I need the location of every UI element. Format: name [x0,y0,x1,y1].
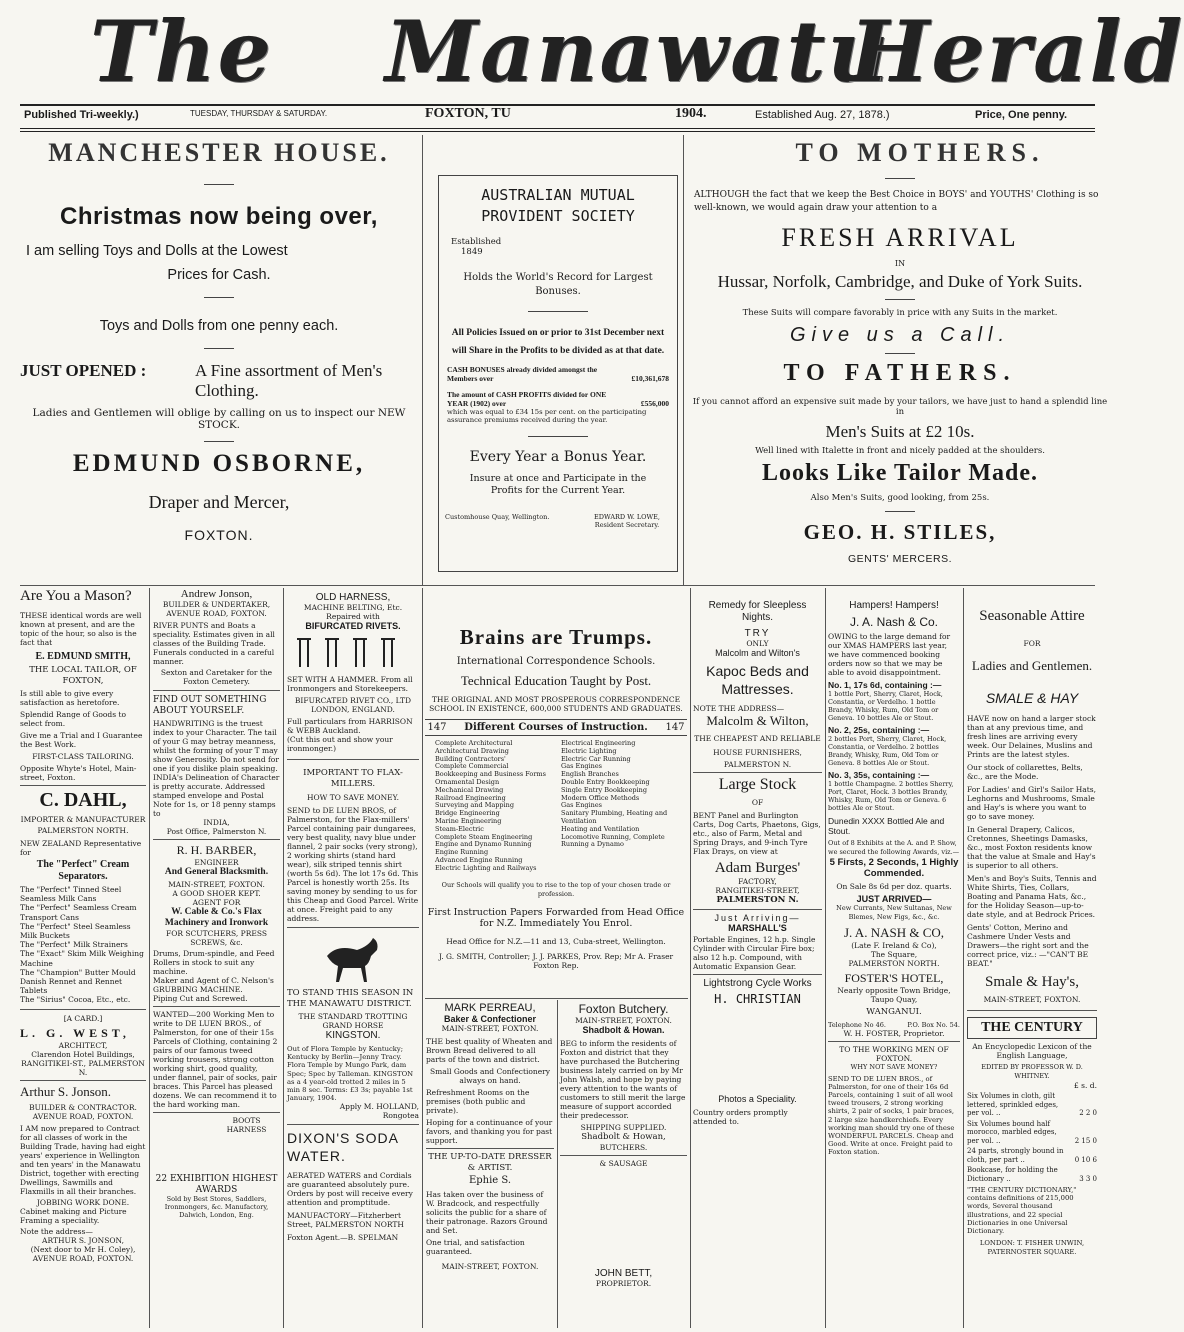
christmas-headline: Christmas now being over, [60,203,378,230]
course-item: Bridge Engineering [435,809,500,818]
bett-name: JOHN BETT, [594,1267,653,1279]
andrew-body: RIVER PUNTS and Boats a speciality. Estimates given in all classes of the Building Trade. Funerals conducted in a careful manner. [153,621,275,666]
barber-drums: Drums, Drum-spindle, and Feed Rollers in stock to suit any machine. [153,949,275,976]
kingston-apply: Apply M. HOLLAND, [339,1102,419,1112]
hamper-no1-items: 1 bottle Port, Sherry, Claret, Hock, Constantia, or Verdelho. 1 bottle Brandy, Whisky, Rum, Old Tom or Geneva. 10 bottles Ale or Stout. [828,690,943,722]
century-london: LONDON: T. FISHER UNWIN, PATERNOSTER SQUARE. [979,1239,1085,1257]
assortment-line: A Fine assortment of Men's Clothing. [195,361,383,400]
amp-cash1-value: £10,361,678 [631,373,669,383]
perreau-body: THE best quality of Wheaten and Brown Bread delivered to all parts of the town and district. [426,1037,553,1064]
amp-cash2-note: which was equal to £34 15s per cent. on the participating assurance premiums received during the year. [447,408,647,424]
sleepless-only: ONLY [746,639,769,648]
new-fruit: New Currants, New Sultanas, New Blemes, New Figs, &c., &c. [836,904,952,921]
dahl-item: The "Perfect" Milk Strainers [20,940,128,950]
lined-line: Well lined with Italette in front and nicely padded at the shoulders. [755,446,1045,456]
jonson-note: Note the address— [20,1226,93,1236]
perreau-trade: Baker & Confectioner [443,1014,537,1024]
barber-piping: Piping Cut and Screwed. [153,994,248,1003]
burgess-of: OF [751,798,764,807]
smale-mens: Men's and Boy's Suits, Tennis and White Shirts, Ties, Collars, Boating and Panama Hats, &c., for the Holiday Season—up-to-date style, and at Bedrock Prices. [967,874,1097,919]
manchester-line1: I am selling Toys and Dolls at the Lowest [26,243,288,259]
butchery-owners2: Shadbolt & Howan, [581,1132,666,1142]
perreau-name: MARK PERREAU, [444,1002,536,1014]
barber-st: MAIN-STREET, FOXTON. [168,880,265,889]
mason-opposite: Opposite Whyte's Hotel, Main-street, Foxton. [20,764,137,782]
perreau-ad [426,1002,554,1328]
andrew-sexton: Sexton and Caretaker for the Foxton Cemetery. [160,668,273,686]
masthead [0,0,1184,105]
dunedin-ale: Dunedin XXXX Bottled Ale and Stout. [828,816,945,836]
hamper-no2: No. 2, 25s, containing :— [828,725,930,735]
barber-cable: W. Cable & Co.'s Flax Machinery and Ironwork [164,907,269,928]
country-orders: Country orders promptly attended to. [693,1107,788,1126]
manchester-heading: MANCHESTER HOUSE. [48,138,390,167]
edmund-smith: E. EDMUND SMITH, [35,651,131,662]
course-item: Surveying and Mapping [435,801,514,810]
dahl-item: The "Champion" Butter Mould [20,967,136,977]
andrew-trade: BUILDER & UNDERTAKER, [162,600,271,609]
course-item: Engine and Dynamo Running [435,840,532,849]
sleepless-try: TRY [744,628,771,639]
brains-intl: International Correspondence Schools. [456,656,656,667]
west-card: [A CARD.] [63,1013,103,1023]
dahl-item: The "Perfect" Steel Seamless Milk Buckets [20,921,131,941]
arthur-jonson: Arthur S. Jonson. [20,1083,112,1099]
harness-cut: (Cut this out and show your ironmonger.) [287,735,393,753]
exhibition-awards: 22 EXHIBITION HIGHEST AWARDS [155,1174,278,1195]
brains-courses: Different Courses of Instruction. [464,722,648,733]
burgess-town: PALMERSTON N. [716,895,799,905]
masthead-title-herald: Herald [850,2,1184,101]
butchery-shipping: SHIPPING SUPPLIED. [580,1123,667,1132]
amp-cash1: CASH BONUSES already divided amongst the Members over [447,365,598,383]
west-role: ARCHITECT, [58,1040,108,1050]
harness-rivets: BIFURCATED RIVETS. [305,621,401,631]
fosters-wanganui: WANGANUI. [866,1007,922,1017]
sleepless-note: NOTE THE ADDRESS— [693,704,785,713]
nash-town: PALMERSTON NORTH. [848,959,940,968]
dresser-heading: THE UP-TO-DATE DRESSER & ARTIST. [428,1152,552,1173]
sleepless-heading: Remedy for Sleepless Nights. [708,600,807,623]
suit-styles: Hussar, Norfolk, Cambridge, and Duke of York Suits. [717,272,1083,291]
dahl-name: C. DAHL, [39,789,127,811]
nash-body: OWING to the large demand for our XMAS HAMPERS last year, we have commenced booking orders now so that we may be able to avoid disappointment. [828,632,951,677]
west-addr2: RANGITIKEI-ST., PALMERSTON N. [21,1058,145,1077]
century-row-price: 3 3 0 [1079,1174,1097,1183]
established-note: Established Aug. 27, 1878.) [755,109,890,121]
century-row-label: Bookcase, for holding the Dictionary .. [967,1166,1058,1183]
flax-how: HOW TO SAVE MONEY. [306,793,399,802]
smale-body: HAVE now on hand a larger stock than at any previous time, and fresh lines are arriving every week. Our Delaines, Muslins and Prints are the latest styles. [967,714,1096,759]
brains-papers: First Instruction Papers Forwarded from Head Office for N.Z. Immediately You Enrol. [427,906,685,929]
course-item: English Branches [561,770,619,779]
price-note: Price, One penny. [975,109,1068,121]
character-to: INDIA, [203,818,230,827]
west-addr1: Clarendon Hotel Buildings, [31,1049,135,1059]
burgess-st: RANGITIKEI-STREET, [715,886,800,895]
barber-trade2: And General Blacksmith. [164,867,269,877]
course-item: Modern Office Methods [561,793,640,802]
course-item: Locomotive Running, Complete [561,832,665,841]
dateline [20,106,1100,128]
column-8 [967,600,1097,1328]
course-item: Double Entry Bookkeeping [561,777,650,786]
marshall-name: MARSHALL'S [728,922,787,933]
course-item: Heating and Ventilation [561,824,640,833]
tailor-made: Looks Like Tailor Made. [762,460,1038,486]
century-row-label: Six Volumes in cloth, gilt lettered, sprinkled edges, per vol. .. [967,1092,1059,1117]
harness-heading: OLD HARNESS, [315,592,391,603]
course-item: Advanced Engine Running [435,855,523,864]
barber-name: R. H. BARBER, [176,843,257,857]
dahl-perfect: The "Perfect" Cream Separators. [36,859,130,882]
character-po: Post Office, Palmerston N. [166,827,267,836]
mens-suits: Men's Suits at £2 10s. [825,422,975,441]
course-item: Sanitary Plumbing, Heating and Ventilation [561,809,668,825]
amp-insure: Insure at once and Participate in the Profits for the Current Year. [469,473,647,496]
harness-london: LONDON, ENGLAND. [311,705,395,714]
course-item: Bookkeeping and Business Forms [435,770,546,779]
century-sub: An Encyclopedic Lexicon of the English Language, [972,1042,1092,1060]
jonson-next: (Next door to Mr H. Coley), [30,1244,136,1254]
deluen-body: SEND TO DE LUEN BROS., of Palmerston, for one of their 16s 6d Parcels, containing 1 suit of all wool tweed trousers, 2 strong working shirts, 2 pair of socks, 1 pair braces, 2 large size handkerchiefs. Every working man should try one of these WONDERFUL PARCELS. Cheap and Good. Write at once. Freight paid to Foxton station. [828,1074,955,1157]
amp-title2: PROVIDENT SOCIETY [481,207,635,225]
dahl-item: The "Perfect" Tinned Steel Seamless Milk Cans [20,885,122,904]
mason-still: Is still able to give every satisfaction as heretofore. [20,689,120,707]
hamper-no1: No. 1, 17s 6d, containing :— [828,680,942,690]
dahl-trade: IMPORTER & MANUFACTURER [20,815,146,824]
course-item: Architectural Drawing [435,746,509,755]
manchester-house-ad [20,136,418,581]
column-3 [287,588,419,1328]
stiles-ad [690,136,1110,581]
kingston-sub: THE STANDARD TROTTING GRAND HORSE [298,1012,408,1030]
course-item: Railroad Engineering [435,793,506,802]
column-6 [693,600,822,1328]
mason-first: FIRST-CLASS TAILORING. [32,752,134,761]
amp-address: Customhouse Quay, Wellington. [445,513,550,521]
perreau-refresh: Refreshment Rooms on the premises (both public and private). [426,1088,530,1115]
place-date: FOXTON, TU [425,106,511,121]
brains-tech: Technical Education Taught by Post. [460,673,652,688]
fresh-arrival: FRESH ARRIVAL [781,223,1019,252]
marshall-body: Portable Engines, 12 h.p. Single Cylinder with Circular Fire box; also 12 h.p. Compound, with Automatic Expansion Gear. [693,934,816,971]
course-item: Complete Architectural [435,739,513,747]
brains-qualify: Our Schools will qualify you to rise to the top of your chosen trade or profession. [441,880,671,898]
amp-record: Holds the World's Record for Largest Bonuses. [463,272,653,297]
mothers-heading: TO MOTHERS. [795,138,1045,167]
nash-square: The Square, [870,950,918,959]
fosters-tel: Telephone No 46. [828,1020,886,1029]
barber-shoer: A GOOD SHOER KEPT. [172,889,261,898]
jonson-body: I AM now prepared to Contract for all classes of work in the Building Trade, having had eight years' experience in Wellington and ten years' in the Manawatu District, together with erecting Dwellings, Sawmills and Flaxmills in all their branches. [20,1123,146,1196]
adam-burges: Adam Burges' [714,860,801,876]
hamper-no3: No. 3, 35s, containing :— [828,770,930,780]
smale-for: FOR [1023,639,1041,648]
dahl-item: The "Exact" Skim Milk Weighing Machine [20,949,144,968]
character-heading: FIND OUT SOMETHING ABOUT YOURSELF. [153,695,267,716]
smale-collar: Our stock of collarettes, Belts, &c., are the Mode. [967,763,1083,781]
course-item: Mechanical Drawing [435,785,504,794]
century-row-price: 2 15 0 [1074,1136,1097,1145]
gents-mercers: GENTS' MERCERS. [847,553,952,565]
amp-cash2-value: £556,000 [640,398,669,408]
horse-icon [287,934,417,984]
smale-gents: Gents' Cotton, Merino and Cashmere Under Vests and Drawers—the right sort and the correct price, viz.: —"CAN'T BE BEAT." [967,923,1089,968]
mason-splendid: Splendid Range of Goods to select from. [20,710,126,728]
century-row-price: 0 10 6 [1074,1155,1097,1164]
course-item: Electric Lighting [561,746,617,755]
compare-line: These Suits will compare favorably in price with any Suits in the market. [742,308,1058,318]
dixon-manufactory: MANUFACTORY—Fitzherbert Street, PALMERSTON NORTH [287,1211,404,1230]
smale-name2: Smale & Hay's, [985,974,1079,990]
draper-mercer: Draper and Mercer, [148,492,290,512]
smale-drapery: In General Drapery, Calicos, Cretonnes, Sheetings Damasks, &c., most Foxton residents know that the value at Smale and Hay's is superior to all others. [967,825,1096,870]
harness-sub: MACHINE BELTING, Etc. [303,603,403,612]
amp-society-ad [438,175,678,572]
course-item: Running a Dynamo [561,840,624,849]
butchery-owners: Shadbolt & Howan. [582,1025,665,1035]
photos-speciality: Photos a Speciality. [718,1093,797,1104]
large-stock: Large Stock [718,776,797,793]
local-tailor: THE LOCAL TAILOR, OF FOXTON, [29,665,137,686]
nash-name2: J. A. NASH & CO, [843,925,945,940]
century-heading: THE CENTURY [967,1017,1097,1039]
just-arriving: Just Arriving— [714,912,801,923]
amp-established: Established [451,237,502,247]
cheapest-house: THE CHEAPEST AND RELIABLE HOUSE FURNISHERS, [694,734,821,757]
brains-office: Head Office for N.Z.—11 and 13, Cuba-street, Wellington. [446,936,666,946]
ladies-line: Ladies and Gentlemen will oblige by calling on us to inspect our NEW STOCK. [32,407,406,431]
century-cols: £ s. d. [1074,1081,1097,1090]
kingston-heading: TO STAND THIS SEASON IN THE MANAWATU DISTRICT. [287,988,414,1009]
amp-year: 1849 [461,247,483,257]
brains-num: 147 [427,722,447,733]
harness-repaired: Repaired with [326,612,380,621]
butchery-butchers: BUTCHERS. [599,1142,648,1152]
sleepless-town: PALMERSTON N. [723,760,792,769]
brains-staff: J. G. SMITH, Controller; J. J. PARKES, Prov. Rep; Mr A. Fraser Foxton Rep. [438,951,674,970]
give-call: Give us a Call. [789,324,1011,346]
burgess-body: BENT Panel and Burlington Carts, Dog Carts, Phaetons, Gigs, etc., also of Farm, Metal and Spring Drays, and 9-inch Tyre Flax Drays, on view at [693,811,821,856]
barber-for: FOR SCUTCHERS, PRESS SCREWS, &c. [166,929,267,947]
butchery-st: MAIN-STREET, FOXTON. [575,1016,672,1025]
harness-co: BIFURCATED RIVET CO., LTD [294,696,412,705]
just-arrived: JUST ARRIVED— [856,894,932,904]
courses-right [561,740,687,873]
column-2 [153,588,280,1328]
course-item: Electric Lighting and Railways [435,863,537,872]
kingston-name: KINGSTON. [325,1030,381,1041]
character-body: HANDWRITING is the truest index to your Character. The tail of your G may betray meanness, whilst the forming of your T may show Generosity. Do not send for one if you dislike plain speaking. INDIA's Delineation of Character is pretty accurate. Addressed stamped envelope and Postal Note for 1s, or 18 penny stamps to [153,719,280,818]
wanted-body: WANTED—200 Working Men to write to DE LUEN BROS., of Palmerston, for one of their 15s Parcels of Clothing, containing 2 pairs of our famous tweed working trousers, strong cotton working shirt, good quality, under flannel, pair of socks, pair braces. This Parcel has pleased dozens. We can recommend it to the hard working man. [153,1010,278,1109]
course-item: Electric Car Running [561,754,631,763]
kingston-body: Out of Flora Temple by Kentucky; Kentucky by Berlin—Jenny Tracy. Flora Temple by Mungo Park, dam Spec; Spec by Talleman. KINGSTON as a 4 year-old trotted 2 miles in 5 min 8 sec. Terms: £3 3s; payable 1st January, 1904. [287,1045,414,1103]
nash-name: J. A. Nash & Co. [849,615,939,629]
course-item: Ornamental Design [435,777,500,786]
fosters-hotel: FOSTER'S HOTEL, [844,971,944,985]
century-row-price: 2 2 0 [1079,1109,1097,1117]
mason-body: THESE identical words are well known at present, and are the topic of the hour, so also is the fact that [20,611,142,647]
butchery-sausage: & SAUSAGE [599,1158,648,1168]
amp-every-year: Every Year a Bonus Year. [469,449,647,465]
manchester-town: FOXTON. [184,527,254,543]
course-item: Single Entry Bookkeeping [561,785,648,794]
just-opened: JUST OPENED : [20,361,147,380]
burgess-factory: FACTORY, [738,877,777,886]
butchery-ad [560,1002,687,1328]
course-item: Gas Engines [561,762,603,771]
seasonable-attire: Seasonable Attire [979,608,1085,624]
flax-heading: IMPORTANT TO FLAX-MILLERS. [303,768,403,789]
andrew-road: AVENUE ROAD, FOXTON. [166,609,267,618]
west-name: L. G. WEST, [20,1025,130,1040]
boots-sold: Sold by Best Stores, Saddlers, Ironmongers, &c. Manufactory, Dalwich, London, Eng. [164,1195,269,1219]
dixon-body: AERATED WATERS and Cordials are guaranteed absolutely pure. Orders by post will receive every attention and promptitude. [287,1171,413,1208]
mothers-intro: ALTHOUGH the fact that we keep the Best Choice in BOYS' and YOUTHS' Clothing is so well-known, we would again draw your attention to a [694,190,1099,213]
jonson-road: AVENUE ROAD, FOXTON. [32,1111,134,1121]
mason-give: Give me a Trial and I Guarantee the Best Work. [20,731,143,749]
perreau-st: MAIN-STREET, FOXTON. [441,1024,539,1033]
hamper-no2-items: 2 bottles Port, Sherry, Claret, Hock, Constantia, or Verdelho. 2 bottles Brandy, Whisky, Rum, Old Tom or Geneva. 8 bottles Ale or Stout. [828,735,947,767]
ephie-st: MAIN-STREET, FOXTON. [441,1261,539,1271]
dahl-item: Danish Rennet and Rennet Tablets [20,977,123,996]
amp-title1: AUSTRALIAN MUTUAL [481,186,635,204]
dixon-agent: Foxton Agent.—B. SPELMAN [287,1233,399,1243]
century-editor: EDITED BY PROFESSOR W. D. WHITNEY. [981,1063,1083,1080]
smale-hay: SMALE & HAY [985,690,1079,706]
fathers-heading: TO FATHERS. [783,360,1017,386]
kapoc-beds: Kapoc Beds and Mattresses. [706,663,809,697]
dahl-items [20,885,146,1005]
amp-cash2: The amount of CASH PROFITS divided for ONE YEAR (1902) over [447,390,607,408]
century-note: "THE CENTURY DICTIONARY," contains definitions of 215,000 words, Several thousand illustrations, and 22 special Dictionaries in one Universal Dictionary. [967,1186,1077,1236]
save-money: WHY NOT SAVE MONEY? [850,1062,938,1071]
dahl-town: PALMERSTON NORTH. [37,826,129,835]
published-note: Published Tri-weekly.) [24,109,139,121]
dahl-nz: NEW ZEALAND Representative for [20,839,142,857]
mason-heading: Are You a Mason? [20,588,132,604]
christian-name: H. CHRISTIAN [714,991,801,1006]
smale-st: MAIN-STREET, FOXTON. [983,995,1081,1004]
course-item: Complete Commercial [435,762,509,771]
hampers-heading: Hampers! Hampers! [849,600,939,611]
masthead-title-the: The [90,2,274,101]
edmund-osborne: EDMUND OSBORNE, [72,450,366,477]
course-item: Marine Engineering [435,816,502,825]
dahl-item: The "Perfect" Seamless Cream Transport Cans [20,903,137,922]
course-item: Building Contractors' [435,754,506,763]
perreau-small: Small Goods and Confectionery always on hand. [430,1067,550,1085]
awards-intro: Out of 8 Exhibits at the A. and P. Show, we secured the following Awards, viz.— [828,839,960,856]
also-line: Also Men's Suits, good looking, from 25s. [810,493,990,503]
manchester-line2: Prices for Cash. [167,267,271,283]
fosters-po: P.O. Box No. 54. [907,1020,960,1029]
brains-heading: Brains are Trumps. [459,625,653,649]
century-row-label: Six Volumes bound half morocco, marbled edges, per vol. .. [967,1119,1057,1145]
butchery-body: BEG to inform the residents of Foxton and district that they have purchased the Butchering business lately carried on by Mr John Walsh, and hope by paying every attention to the wants of customers to still merit the large measure of support accorded their predecessor. [560,1039,686,1120]
issue-year: 1904. [675,106,707,121]
andrew-jonson: Andrew Jonson, [180,588,253,600]
sale-price: On Sale 8s 6d per doz. quarts. [836,882,952,891]
barber-maker: Maker and Agent of C. Nelson's GRUBBING MACHINE. [153,976,274,994]
courses-left [425,740,561,873]
jonson-trade: BUILDER & CONTRACTOR. [29,1102,137,1112]
jonson-cabinet: Cabinet making and Picture Framing a speciality. [20,1206,127,1225]
ics-ad [425,605,687,995]
amp-secretary: EDWARD W. LOWE, Resident Secretary. [594,513,660,529]
butchery-name: Foxton Butchery. [578,1002,669,1016]
course-item: Complete Steam Engineering [435,832,533,841]
rivets-illustration [287,633,417,673]
barber-agent: AGENT FOR [192,898,241,907]
course-item: Gas Engines [561,801,603,810]
harness-particulars: Full particulars from HARRISON & WEBB Auckland. [287,717,413,735]
publish-days: TUESDAY, THURSDAY & SATURDAY. [190,109,328,118]
course-item: Engine Running [435,848,489,857]
column-7 [828,600,960,1328]
barber-trade: ENGINEER [194,858,239,867]
column-1 [20,588,146,1328]
century-row-label: 24 parts, strongly bound in cloth, per part .. [967,1147,1064,1164]
course-item: Steam-Electric [435,824,484,833]
toys-line: Toys and Dolls from one penny each. [99,318,339,334]
boots-harness: BOOTS HARNESS [226,1116,267,1134]
brains-orig: THE ORIGINAL AND MOST PROSPEROUS CORRESPONDENCE SCHOOL IN EXISTENCE, 600,000 STUDENTS AND GRADUATES. [429,695,683,713]
course-item: Electrical Engineering [561,739,636,747]
cycle-works: Lightstrong Cycle Works [703,977,812,989]
ephie-name: Ephie S. [468,1175,512,1186]
mothers-in: IN [894,259,906,268]
harness-set: SET WITH A HAMMER. From all Ironmongers and Storekeepers. [287,675,413,693]
kingston-place: Rongotea [382,1111,419,1121]
ladies-gentlemen: Ladies and Gentlemen. [971,658,1093,673]
nash-late: (Late F. Ireland & Co), [851,941,937,950]
ephie-body: Has taken over the business of W. Bradcock, and respectfully solicits the public for a share of their patronage. Razors Ground and Set. [426,1189,548,1235]
jonson-road2: AVENUE ROAD, FOXTON. [32,1253,134,1263]
fosters-prop: W. H. FOSTER, Proprietor. [843,1028,945,1038]
jonson-jobbing: JOBBING WORK DONE. [36,1197,130,1207]
awards-list: 5 Firsts, 2 Seconds, 1 Highly Commended. [829,857,959,879]
geo-stiles: GEO. H. STILES, [803,520,997,544]
brains-num-2: 147 [665,722,685,733]
amp-policies: All Policies Issued on or prior to 31st December next will Share in the Profits to be divided as at that date. [451,328,665,356]
jonson-name2: ARTHUR S. JONSON, [42,1235,124,1245]
ephie-trial: One trial, and satisfaction guaranteed. [426,1237,525,1256]
hamper-no3-items: 1 bottle Champagne. 2 bottles Sherry, Port, Claret, Hock. 3 bottles Brandy, Whisky, Rum, Old Tom or Geneva. 6 bottles Ale or Stout. [828,780,954,812]
masthead-title-manawatu: Manawatu [385,2,891,101]
working-men: TO THE WORKING MEN OF FOXTON. [839,1044,949,1063]
dixon-soda: DIXON'S SODA WATER. [287,1130,399,1165]
bett-prop: PROPRIETOR. [595,1278,652,1288]
flax-body: SEND to DE LUEN BROS, of Palmerston, for the Flax-millers' Parcel containing pair dungarees, very best quality, navy blue under flannel, 2 pair socks (very strong), 2 working shirts (stand hard wear), silk striped tennis shirt (worth 5s 6d). The lot 17s 6d. This Parcel is honestly worth 25s. Its saving money by sending to us for this Cheap and Good Parcel. Write at once. Freight paid to any address. [287,806,419,923]
perreau-hoping: Hoping for a continuance of your favors, and thanking you for past support. [426,1118,553,1145]
dahl-item: The "Sirius" Cocoa, Etc., etc. [20,995,131,1005]
smale-hats: For Ladies' and Girl's Sailor Hats, Leghorns and Mushrooms, Smale and Hay's is where you want to go to save money. [967,785,1096,821]
sleepless-malcolm: Malcolm and Wilton's [715,648,800,658]
fosters-nearly: Nearly opposite Town Bridge, Taupo Quay, [837,986,951,1004]
malcolm-wilton: Malcolm & Wilton, [706,713,809,728]
fathers-text: If you cannot afford an expensive suit made by your tailors, we have just to hand a splendid line in [692,397,1108,417]
